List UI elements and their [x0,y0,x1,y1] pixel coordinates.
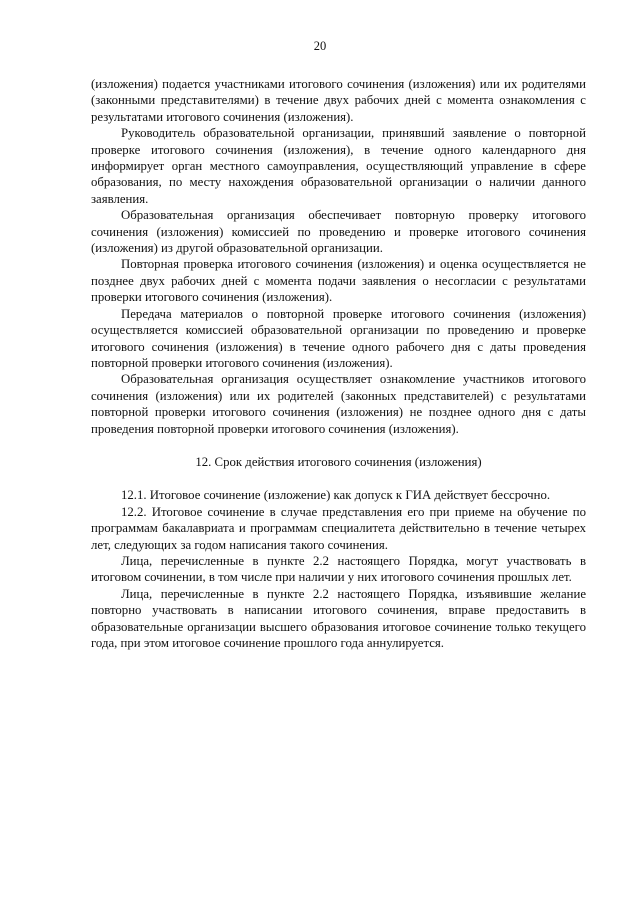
paragraph-participants-repeat: Лица, перечисленные в пункте 2.2 настоящего Порядка, изъявившие желание повторно участвовать в написании итогового сочинения, вправе предоставить в образовательные организации высшего образования итоговое сочинение только текущего года, при этом итоговое сочинение прошлого года аннулируется. [91,586,586,650]
page-number: 20 [313,39,327,53]
document-body [91,76,586,651]
paragraph-recheck-provision: Образовательная организация обеспечивает повторную проверку итогового сочинения (изложения) комиссией по проведению и проверке итогового сочинения (изложения) из другой образовательной организации. [91,208,586,256]
paragraph-results-familiarization: Образовательная организация осуществляет ознакомление участников итогового сочинения (изложения) или их родителей (законных представителей) с результатами повторной проверки итогового сочинения (изложения) не позднее одного дня с даты проведения повторной проверки итогового сочинения (изложения). [91,372,586,436]
paragraph-12-2: 12.2. Итоговое сочинение в случае представления его при приеме на обучение по программам бакалавриата и программам специалитета действительно в течение четырех лет, следующих за годом написания такого сочинения. [91,504,586,552]
paragraph-12-1: 12.1. Итоговое сочинение (изложение) как допуск к ГИА действует бессрочно. [121,488,551,503]
paragraph-continuation: (изложения) подается участниками итогового сочинения (изложения) или их родителями (законными представителями) в течение двух рабочих дней с момента ознакомления с результатами итогового сочинения (изложения). [91,77,586,124]
paragraph-organization-head: Руководитель образовательной организации, принявший заявление о повторной проверке итогового сочинения (изложения), в течение одного календарного дня информирует орган местного самоуправления, осуществляющий управление в сфере образования, по месту нахождения образовательной организации о наличии данного заявления. [91,126,586,206]
section-heading: 12. Срок действия итогового сочинения (изложения) [195,454,482,469]
paragraph-participants-past-years: Лица, перечисленные в пункте 2.2 настоящего Порядка, могут участвовать в итоговом сочинении, в том числе при наличии у них итогового сочинения прошлых лет. [91,553,586,585]
paragraph-recheck-deadline: Повторная проверка итогового сочинения (изложения) и оценка осуществляется не позднее двух рабочих дней с момента подачи заявления о несогласии с результатами проверки итогового сочинения (изложения). [91,257,586,305]
paragraph-materials-transfer: Передача материалов о повторной проверке итогового сочинения (изложения) осуществляется комиссией образовательной организации по проведению и проверке итогового сочинения (изложения) в течение одного рабочего дня с даты проведения повторной проверки итогового сочинения (изложения). [91,306,586,370]
